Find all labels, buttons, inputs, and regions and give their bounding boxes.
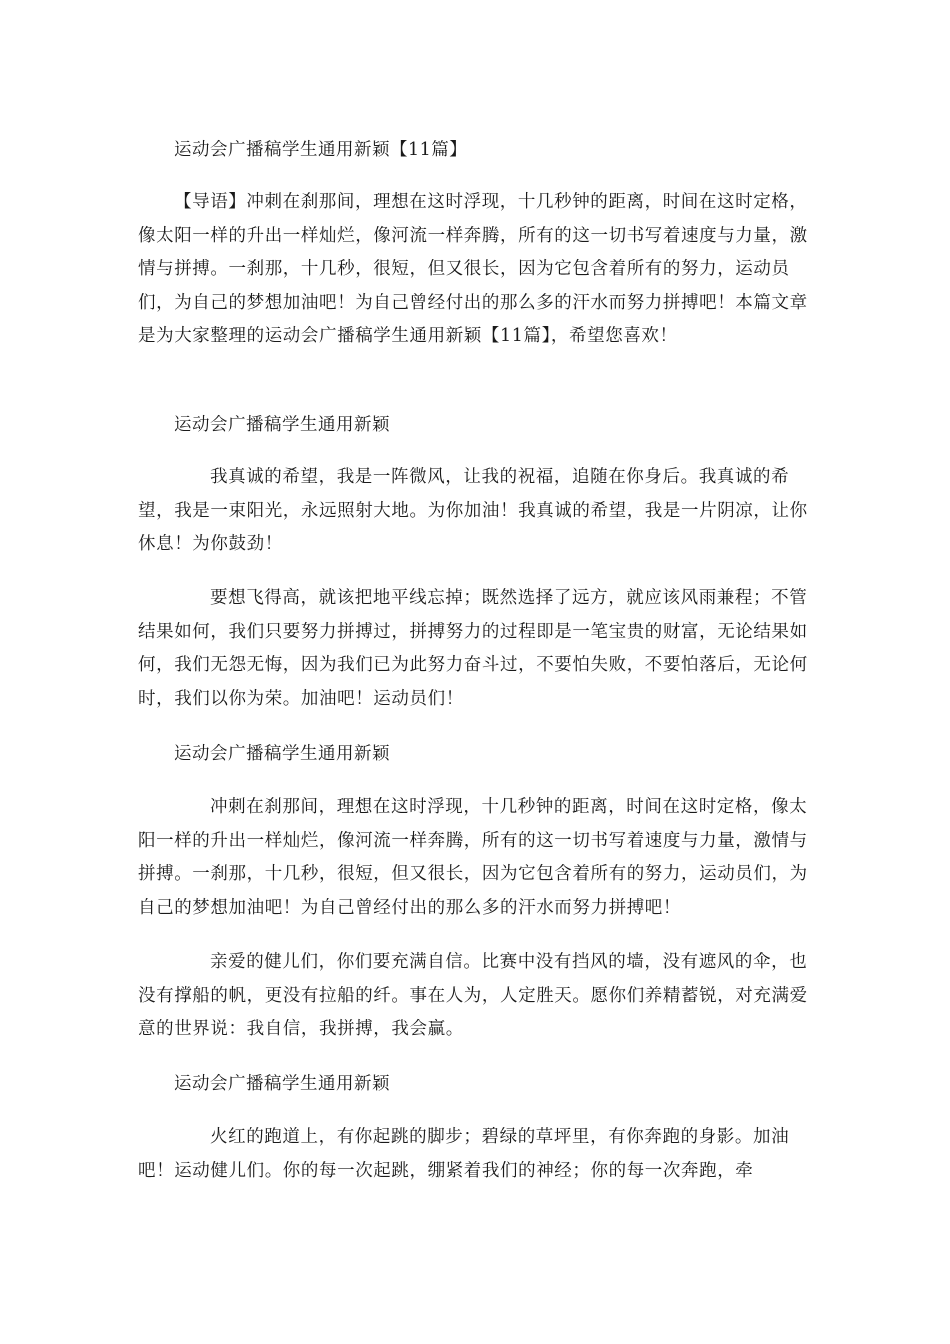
section-heading: 运动会广播稿学生通用新颖	[174, 415, 390, 435]
document-title: 运动会广播稿学生通用新颖【11篇】	[174, 140, 468, 160]
body-paragraph: 要想飞得高，就该把地平线忘掉；既然选择了远方，就应该风雨兼程；不管结果如何，我们只要努力拼搏过，拼搏努力的过程即是一笔宝贵的财富，无论结果如何，我们无怨无悔，因为我们已为此努力奋斗过，不要怕失败，不要怕落后，无论何时，我们以你为荣。加油吧！运动员们！	[138, 588, 808, 709]
body-paragraph: 亲爱的健儿们，你们要充满自信。比赛中没有挡风的墙，没有遮风的伞，也没有撑船的帆，更没有拉船的纤。事在人为，人定胜天。愿你们养精蓄锐，对充满爱意的世界说：我自信，我拼搏，我会赢。	[138, 952, 808, 1039]
body-paragraph: 冲刺在刹那间，理想在这时浮现，十几秒钟的距离，时间在这时定格，像太阳一样的升出一样灿烂，像河流一样奔腾，所有的这一切书写着速度与力量，激情与拼搏。一刹那，十几秒，很短，但又很长，因为它包含着所有的努力，运动员们，为自己的梦想加油吧！为自己曾经付出的那么多的汗水而努力拼搏吧！	[138, 797, 808, 918]
section-heading: 运动会广播稿学生通用新颖	[174, 744, 390, 764]
intro-paragraph: 【导语】冲刺在刹那间，理想在这时浮现，十几秒钟的距离，时间在这时定格，像太阳一样的升出一样灿烂，像河流一样奔腾，所有的这一切书写着速度与力量，激情与拼搏。一刹那，十几秒，很短，但又很长，因为它包含着所有的努力，运动员们，为自己的梦想加油吧！为自己曾经付出的那么多的汗水而努力拼搏吧！本篇文章是为大家整理的运动会广播稿学生通用新颖【11篇】，希望您喜欢！	[138, 192, 808, 346]
body-paragraph: 我真诚的希望，我是一阵微风，让我的祝福，追随在你身后。我真诚的希望，我是一束阳光，永远照射大地。为你加油！我真诚的希望，我是一片阴凉，让你休息！为你鼓劲！	[138, 467, 808, 554]
body-paragraph: 火红的跑道上，有你起跳的脚步；碧绿的草坪里，有你奔跑的身影。加油吧！运动健儿们。你的每一次起跳，绷紧着我们的神经；你的每一次奔跑，牵	[138, 1127, 790, 1181]
section-heading: 运动会广播稿学生通用新颖	[174, 1074, 390, 1094]
